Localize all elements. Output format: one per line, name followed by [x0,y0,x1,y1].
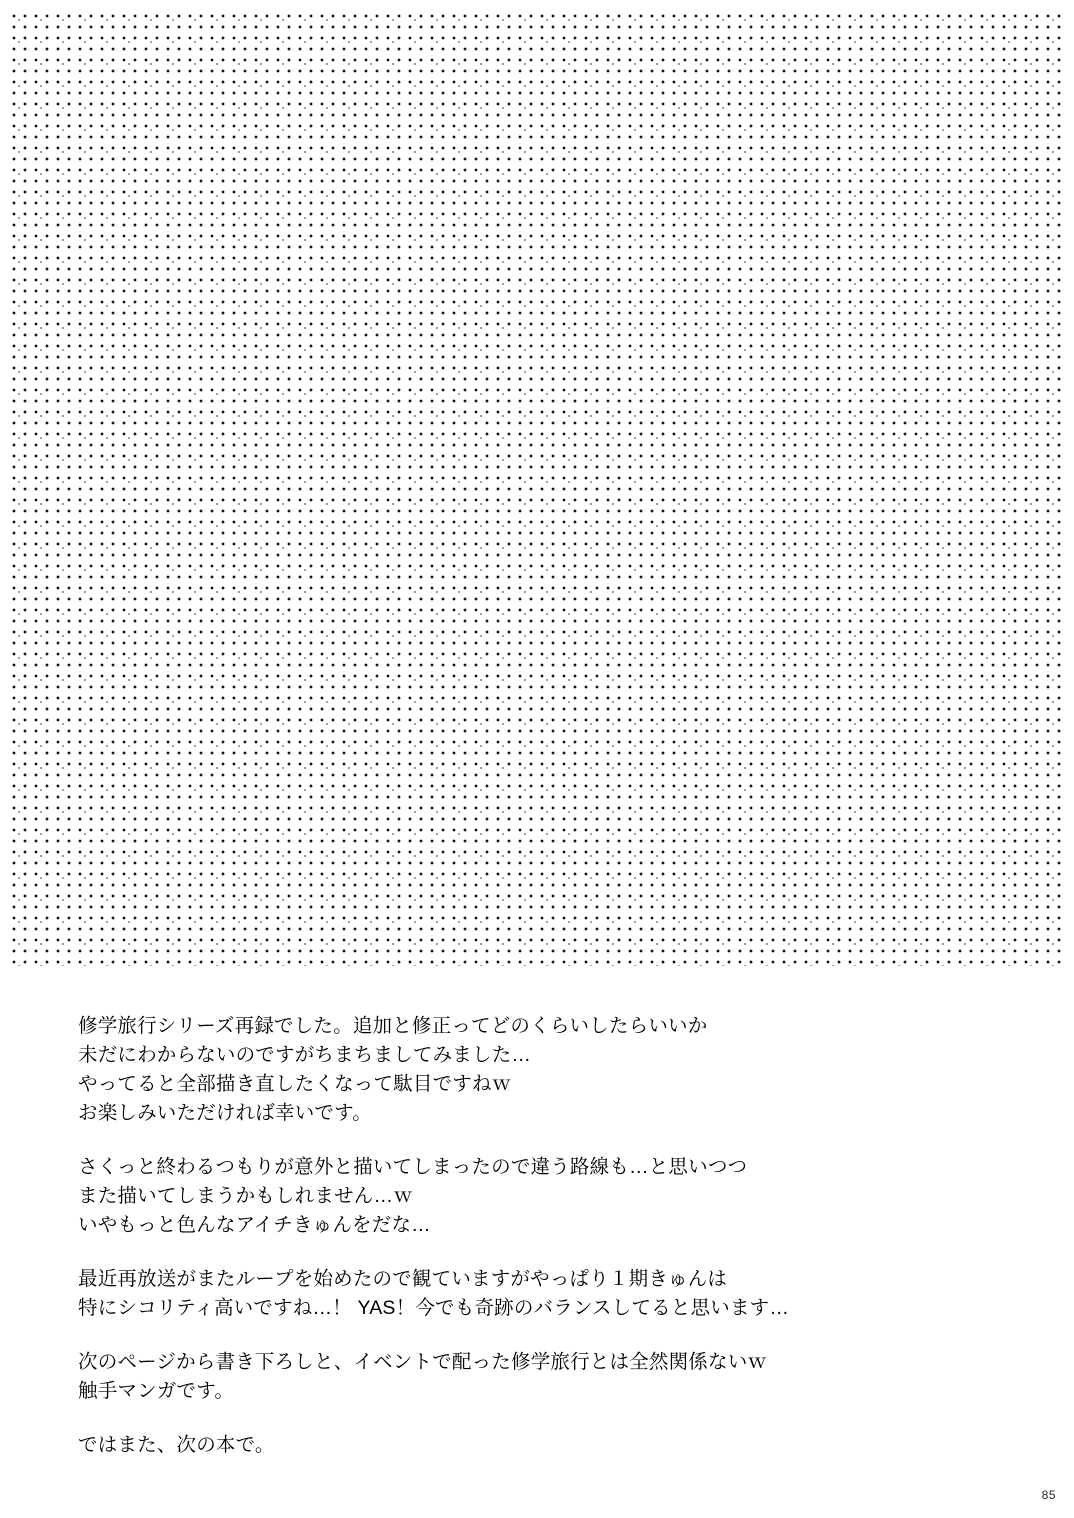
afterword-paragraph [78,1012,978,1128]
afterword-line: やってると全部描き直したくなって駄目ですねｗ [78,1073,512,1095]
afterword-paragraph [78,1153,978,1240]
afterword-line: お楽しみいただければ幸いです。 [78,1102,372,1124]
afterword-text-block [78,1012,978,1460]
afterword-paragraph [78,1348,978,1406]
page-number: 85 [1041,1488,1056,1502]
page-left-margin [0,0,12,980]
afterword-line: 未だにわからないのですがちまちましてみました… [78,1044,532,1066]
afterword-paragraph [78,1431,978,1460]
afterword-line: また描いてしまうかもしれません…ｗ [78,1185,413,1207]
afterword-paragraph [78,1265,978,1323]
afterword-line: 最近再放送がまたループを始めたので観ていますがやっぱり１期きゅんは [78,1268,728,1290]
afterword-line: さくっと終わるつもりが意外と描いてしまったので違う路線も…と思いつつ [78,1156,748,1178]
afterword-line: 特にシコリティ高いですね…！ YAS！今でも奇跡のバランスしてると思います… [78,1297,790,1319]
afterword-line: 修学旅行シリーズ再録でした。追加と修正ってどのくらいしたらいいか [78,1015,708,1037]
afterword-line: 触手マンガです。 [78,1380,235,1402]
halftone-dot-panel [12,14,1062,966]
afterword-line: ではまた、次の本で。 [78,1434,275,1456]
afterword-line: いやもっと色んなアイチきゅんをだな… [78,1214,431,1236]
afterword-line: 次のページから書き下ろしと、イベントで配った修学旅行とは全然関係ないｗ [78,1351,768,1373]
